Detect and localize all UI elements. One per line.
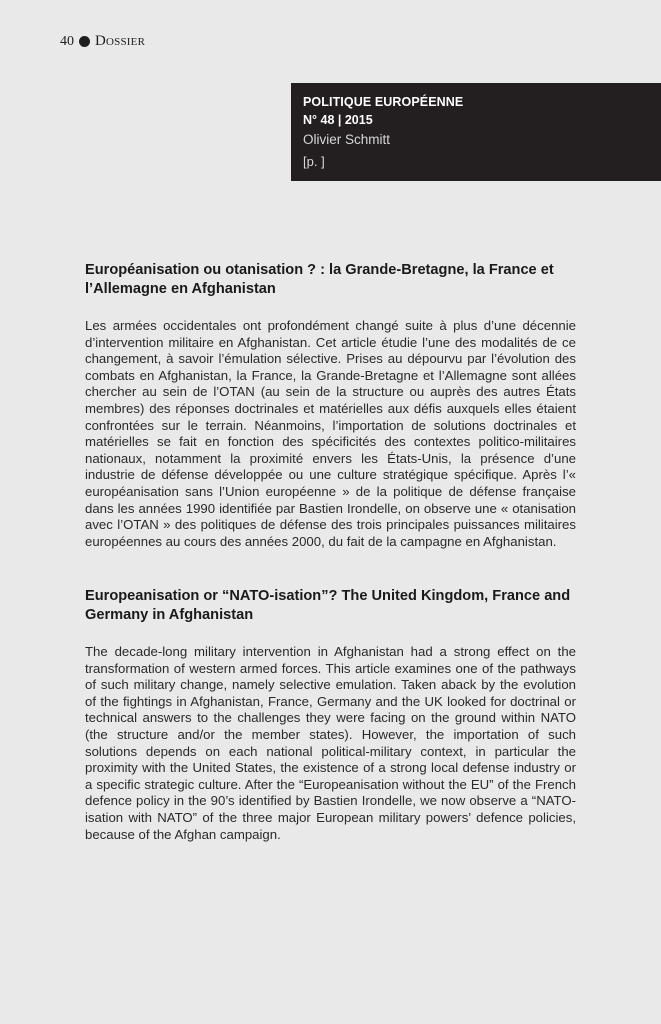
journal-info-box bbox=[291, 83, 661, 181]
running-head bbox=[60, 33, 145, 50]
abstract-french-body: Les armées occidentales ont profondément changé suite à plus d’une décennie d’intervention militaire en Afghanistan. Cet article étudie l’une des modalités de ce changement, à savoir l’émulation sélective. Prises au dépourvu par l’évolution des combats en Afghanistan, la France, la Grande-Bretagne et l’Allemagne sont allées chercher au sein de l’OTAN (au sein de la structure ou auprès des autres États membres) des réponses doctrinales et matérielles aux défis auxquels elles étaient confrontées sur le terrain. Néanmoins, l’importation de solutions doctrinales et matérielles se fait en fonction des spécificités des contextes politico-militaires nationaux, notamment la proximité envers les États-Unis, la présence d’une industrie de défense développée ou une culture stratégique spécifique. Après l’« européanisation sans l’Union européenne » de la politique de défense française dans les années 1990 identifiée par Bastien Irondelle, on observe une « otanisation avec l’OTAN » des politiques de défense des trois principales puissances militaires européennes au cours des années 2000, du fait de la campagne en Afghanistan. bbox=[85, 318, 576, 549]
abstract-french-title: Européanisation ou otanisation ? : la Grande-Bretagne, la France et l’Allemagne en Afghanistan bbox=[85, 262, 554, 297]
page-range: [p. ] bbox=[303, 154, 325, 169]
journal-name: POLITIQUE EUROPÉENNE bbox=[303, 95, 464, 109]
section-title: Dossier bbox=[95, 33, 146, 49]
bullet-dot-icon bbox=[79, 36, 90, 47]
abstract-english-title: Europeanisation or “NATO-isation”? The United Kingdom, France and Germany in Afghanistan bbox=[85, 588, 571, 623]
author-name: Olivier Schmitt bbox=[303, 132, 391, 147]
abstract-french bbox=[85, 261, 576, 550]
abstract-english-body: The decade-long military intervention in Afghanistan had a strong effect on the transformation of western armed forces. This article examines one of the pathways of such military change, namely selective emulation. Taken aback by the evolution of the fightings in Afghanistan, France, Germany and the UK looked for doctrinal or technical answers to the challenges they were facing on the ground within NATO (the structure and/or the member states). However, the importation of such solutions depends on each national political-military context, in particular the proximity with the United States, the existence of a strong local defense industry or a specific strategic culture. After the “Europeanisation without the EU” of the French defence policy in the 90’s identified by Bastien Irondelle, we now observe a “NATO-isation with NATO” of the three major European military powers’ defence policies, because of the Afghan campaign. bbox=[85, 644, 576, 842]
page-number: 40 bbox=[60, 33, 74, 49]
abstract-english bbox=[85, 587, 576, 843]
journal-issue: N° 48 | 2015 bbox=[303, 113, 373, 127]
